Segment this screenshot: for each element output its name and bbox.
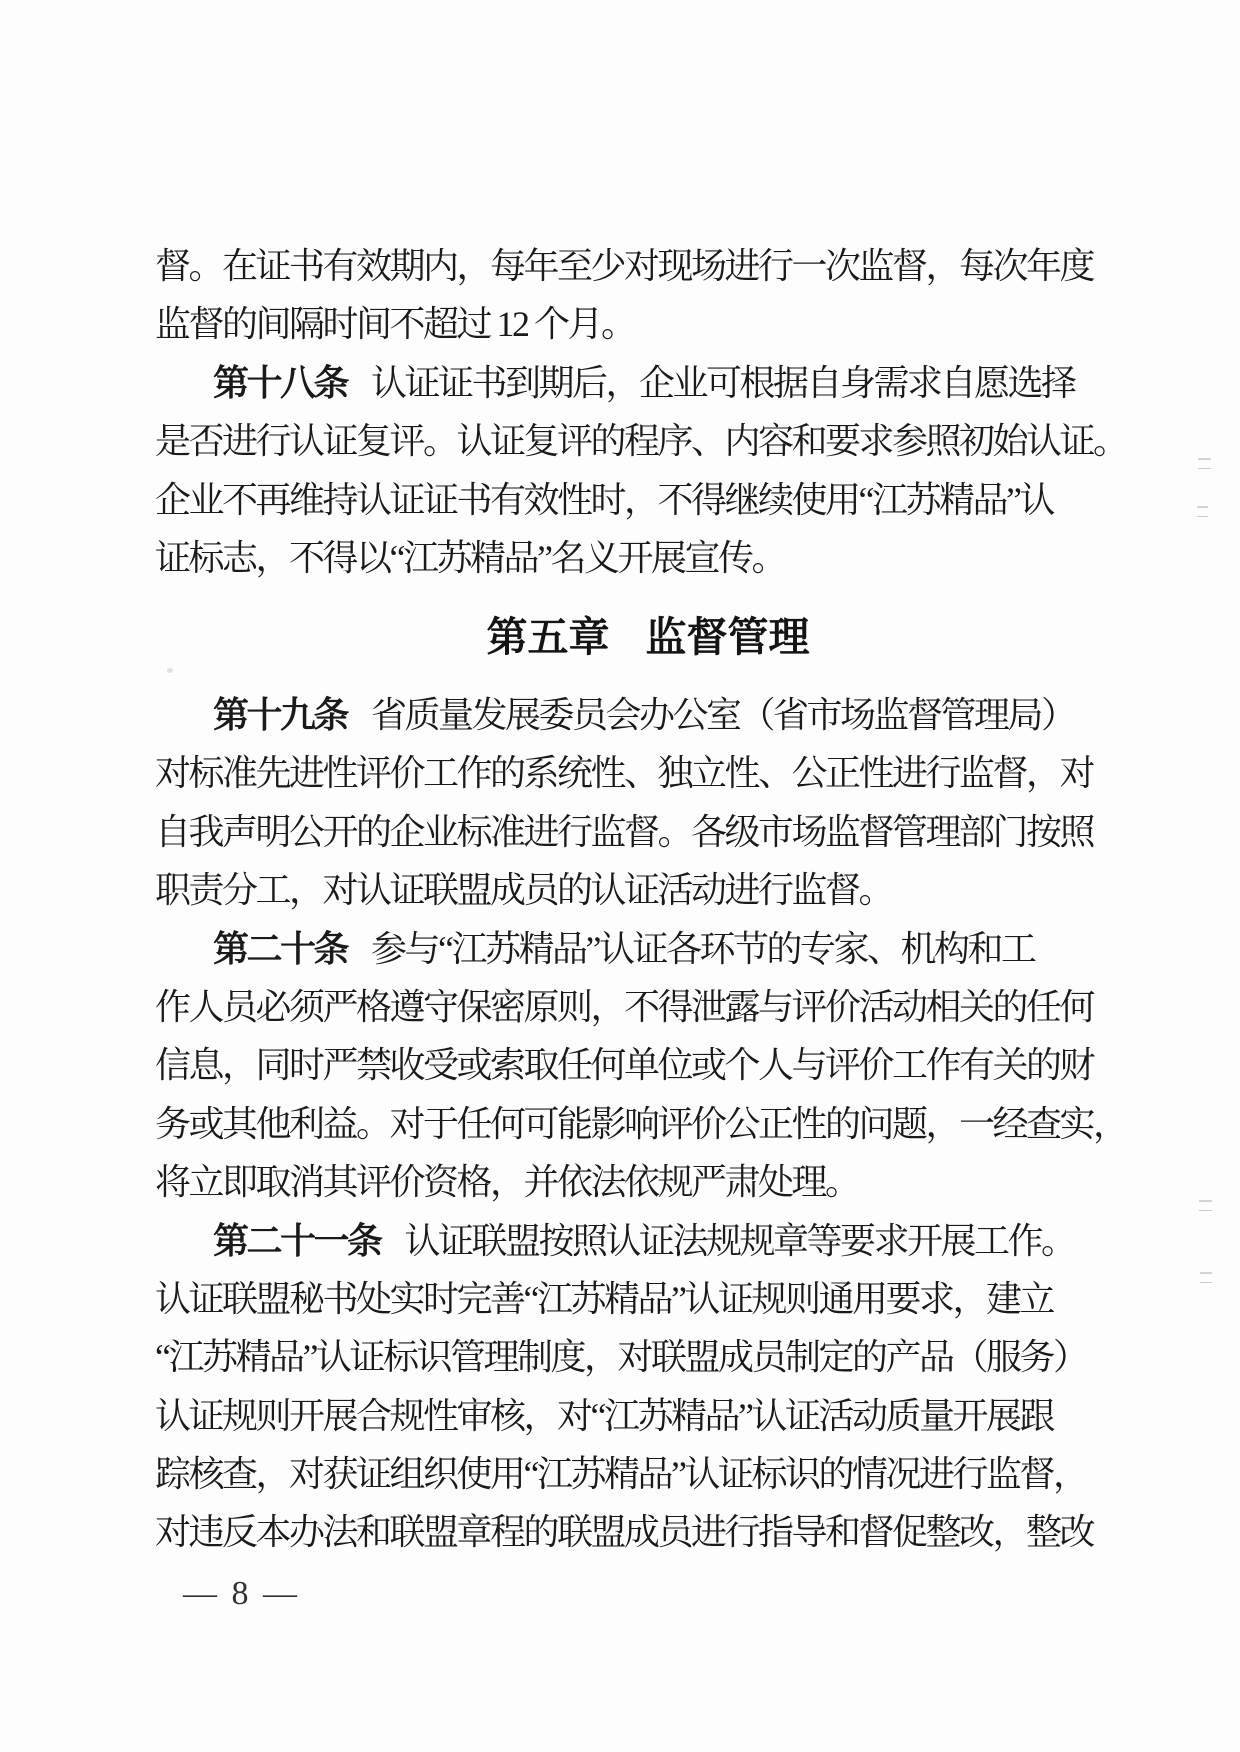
document-line	[155, 1153, 1145, 1211]
line-text: 监督的间隔时间不超过 12 个月。	[155, 304, 635, 345]
line-text: 认证联盟按照认证法规规章等要求开展工作。	[404, 1220, 1075, 1261]
line-text: 认证规则开展合规性审核，对“江苏精品”认证活动质量开展跟	[155, 1395, 1053, 1436]
scan-artifact	[1199, 1200, 1212, 1211]
paragraph-block-top	[155, 237, 1145, 587]
line-text: 务或其他利益。对于任何可能影响评价公正性的问题，一经查实，	[155, 1103, 1127, 1144]
page-number: — 8 —	[183, 1575, 300, 1612]
document-line	[155, 920, 1145, 978]
chapter-heading	[0, 606, 1240, 668]
document-line	[155, 471, 1145, 529]
article-number: 第二十一条	[213, 1220, 381, 1261]
document-line	[155, 803, 1145, 861]
document-line	[155, 1445, 1145, 1503]
line-text: 将立即取消其评价资格，并依法依规严肃处理。	[155, 1162, 859, 1203]
document-line	[155, 1503, 1145, 1561]
scan-artifact	[1198, 458, 1211, 469]
line-text: “江苏精品”认证标识管理制度，对联盟成员制定的产品（服务）	[155, 1337, 1087, 1378]
document-line	[155, 1212, 1145, 1270]
chapter-number: 第五章	[486, 614, 610, 660]
document-line	[155, 1095, 1145, 1153]
document-line	[155, 1328, 1145, 1386]
line-text: 信息，同时严禁收受或索取任何单位或个人与评价工作有关的财	[155, 1045, 1094, 1086]
line-text: 认证证书到期后，企业可根据自身需求自愿选择	[371, 362, 1075, 403]
line-text: 自我声明公开的企业标准进行监督。各级市场监督管理部门按照	[155, 811, 1094, 852]
scan-artifact	[1200, 1272, 1212, 1283]
line-text: 证标志，不得以“江苏精品”名义开展宣传。	[155, 537, 785, 578]
line-text: 认证联盟秘书处实时完善“江苏精品”认证规则通用要求，建立	[155, 1278, 1053, 1319]
document-line	[155, 295, 1145, 353]
document-line	[155, 1270, 1145, 1328]
document-line	[155, 237, 1145, 295]
line-text: 参与“江苏精品”认证各环节的专家、机构和工	[371, 928, 1035, 969]
paragraph-block-bottom	[155, 686, 1145, 1562]
chapter-title: 监督管理	[645, 614, 810, 660]
line-text: 对标准先进性评价工作的系统性、独立性、公正性进行监督，对	[155, 753, 1094, 794]
line-text: 作人员必须严格遵守保密原则，不得泄露与评价活动相关的任何	[155, 986, 1094, 1027]
article-number: 第十八条	[213, 362, 348, 403]
document-line	[155, 412, 1145, 470]
article-number: 第十九条	[213, 695, 348, 735]
line-text: 省质量发展委员会办公室（省市场监督管理局）	[371, 695, 1075, 735]
document-line	[155, 686, 1145, 744]
line-text: 对违反本办法和联盟章程的联盟成员进行指导和督促整改，整改	[155, 1512, 1094, 1553]
line-text: 踪核查，对获证组织使用“江苏精品”认证标识的情况进行监督，	[155, 1454, 1087, 1495]
line-text: 职责分工，对认证联盟成员的认证活动进行监督。	[155, 870, 893, 911]
document-line	[155, 1036, 1145, 1094]
scan-artifact	[167, 668, 173, 673]
document-line	[155, 1387, 1145, 1445]
document-line	[155, 744, 1145, 802]
document-line	[155, 354, 1145, 412]
document-line	[155, 978, 1145, 1036]
article-number: 第二十条	[213, 928, 348, 969]
line-text: 是否进行认证复评。认证复评的程序、内容和要求参照初始认证。	[155, 421, 1127, 462]
scan-artifact	[1197, 506, 1208, 517]
document-line	[155, 861, 1145, 919]
line-text: 督。在证书有效期内，每年至少对现场进行一次监督，每次年度	[155, 246, 1094, 286]
document-line	[155, 529, 1145, 587]
line-text: 企业不再维持认证证书有效性时，不得继续使用“江苏精品”认	[155, 479, 1053, 520]
